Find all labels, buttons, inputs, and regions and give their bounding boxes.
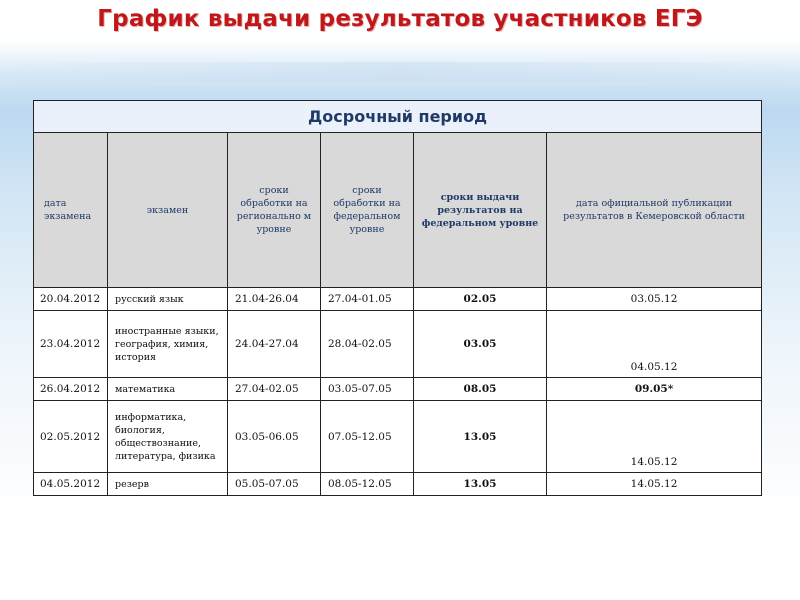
table-row bbox=[34, 378, 762, 401]
background-band bbox=[0, 62, 800, 82]
header-publication: дата официальной публикации результатов в Кемеровской области bbox=[547, 133, 762, 288]
period-heading: Досрочный период bbox=[34, 101, 762, 133]
cell-date: 23.04.2012 bbox=[34, 311, 108, 378]
schedule-table bbox=[33, 100, 762, 496]
cell-exam: информатика, биология, обществознание, литература, физика bbox=[108, 401, 228, 473]
cell-publication: 09.05* bbox=[547, 378, 762, 401]
cell-date: 20.04.2012 bbox=[34, 288, 108, 311]
cell-publication: 04.05.12 bbox=[547, 311, 762, 378]
cell-regional: 24.04-27.04 bbox=[228, 311, 321, 378]
cell-results: 13.05 bbox=[414, 401, 547, 473]
cell-results: 03.05 bbox=[414, 311, 547, 378]
cell-results: 08.05 bbox=[414, 378, 547, 401]
cell-publication: 14.05.12 bbox=[547, 401, 762, 473]
cell-regional: 03.05-06.05 bbox=[228, 401, 321, 473]
cell-exam: математика bbox=[108, 378, 228, 401]
cell-publication: 14.05.12 bbox=[547, 473, 762, 496]
cell-federal: 27.04-01.05 bbox=[321, 288, 414, 311]
page-title: График выдачи результатов участников ЕГЭ bbox=[97, 6, 703, 32]
cell-publication: 03.05.12 bbox=[547, 288, 762, 311]
cell-date: 02.05.2012 bbox=[34, 401, 108, 473]
cell-results: 02.05 bbox=[414, 288, 547, 311]
header-date: дата экзамена bbox=[34, 133, 108, 288]
table-row bbox=[34, 288, 762, 311]
cell-regional: 27.04-02.05 bbox=[228, 378, 321, 401]
header-exam: экзамен bbox=[108, 133, 228, 288]
header-results: сроки выдачи результатов на федеральном уровне bbox=[414, 133, 547, 288]
header-federal: сроки обработки на федеральном уровне bbox=[321, 133, 414, 288]
table-row bbox=[34, 401, 762, 473]
cell-exam: резерв bbox=[108, 473, 228, 496]
cell-federal: 28.04-02.05 bbox=[321, 311, 414, 378]
cell-federal: 08.05-12.05 bbox=[321, 473, 414, 496]
cell-regional: 21.04-26.04 bbox=[228, 288, 321, 311]
cell-date: 04.05.2012 bbox=[34, 473, 108, 496]
cell-exam: русский язык bbox=[108, 288, 228, 311]
cell-exam: иностранные языки, география, химия, история bbox=[108, 311, 228, 378]
period-row bbox=[34, 101, 762, 133]
cell-federal: 07.05-12.05 bbox=[321, 401, 414, 473]
cell-results: 13.05 bbox=[414, 473, 547, 496]
header-regional: сроки обработки на регионально м уровне bbox=[228, 133, 321, 288]
table-row bbox=[34, 473, 762, 496]
header-row bbox=[34, 133, 762, 288]
cell-regional: 05.05-07.05 bbox=[228, 473, 321, 496]
table-row bbox=[34, 311, 762, 378]
cell-federal: 03.05-07.05 bbox=[321, 378, 414, 401]
cell-date: 26.04.2012 bbox=[34, 378, 108, 401]
